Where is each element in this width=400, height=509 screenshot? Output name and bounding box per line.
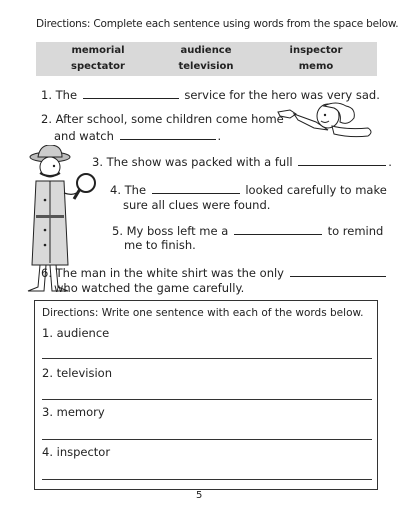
question-4-line-2: sure all clues were found. (123, 198, 271, 212)
question-text: looked carefully to make (245, 183, 387, 197)
question-2-line-2 (54, 128, 221, 144)
answer-blank[interactable] (298, 154, 386, 166)
girl-illustration (276, 100, 376, 142)
directions-top: Directions: Complete each sentence using words from the space below. (36, 18, 399, 30)
question-5-line-2: me to finish. (124, 238, 196, 252)
question-text: . (388, 155, 392, 169)
answer-blank[interactable] (120, 128, 216, 140)
question-text: and watch (54, 129, 114, 143)
word-bank-word: spectator (71, 61, 125, 72)
box-item: 1. audience (42, 326, 110, 340)
box-item: 4. inspector (42, 445, 111, 459)
box-item: 3. memory (42, 405, 105, 419)
answer-blank[interactable] (152, 182, 240, 194)
word-bank-word: inspector (289, 45, 343, 56)
writing-line[interactable] (42, 439, 372, 440)
question-text: 4. The (110, 183, 147, 197)
writing-line[interactable] (42, 358, 372, 359)
question-3 (92, 154, 392, 170)
question-text: 2. After school, some children come home (41, 112, 284, 126)
question-text: service for the hero was very sad. (184, 88, 380, 102)
word-bank-word: audience (180, 45, 232, 56)
question-4 (110, 182, 387, 198)
word-bank (36, 42, 377, 76)
word-bank-word: memorial (71, 45, 125, 56)
question-2 (41, 112, 284, 127)
question-text: . (217, 129, 222, 143)
word-bank-word: television (178, 61, 234, 72)
writing-line[interactable] (42, 479, 372, 480)
question-text: 5. My boss left me a (112, 224, 229, 238)
question-5 (112, 223, 383, 239)
question-text: 3. The show was packed with a full (92, 155, 293, 169)
writing-line[interactable] (42, 399, 372, 400)
word-bank-word: memo (298, 61, 334, 72)
answer-blank[interactable] (290, 265, 386, 277)
question-text: to remind (327, 224, 384, 238)
page-number: 5 (196, 490, 203, 501)
answer-blank[interactable] (234, 223, 322, 235)
box-directions: Directions: Write one sentence with each of the words below. (42, 307, 364, 319)
answer-blank[interactable] (83, 87, 179, 99)
question-6-line-2: who watched the game carefully. (54, 281, 245, 295)
question-6 (41, 265, 388, 281)
question-text: 6. The man in the white shirt was the only (41, 266, 284, 280)
box-item: 2. television (42, 366, 112, 380)
question-text: 1. The (41, 88, 78, 102)
